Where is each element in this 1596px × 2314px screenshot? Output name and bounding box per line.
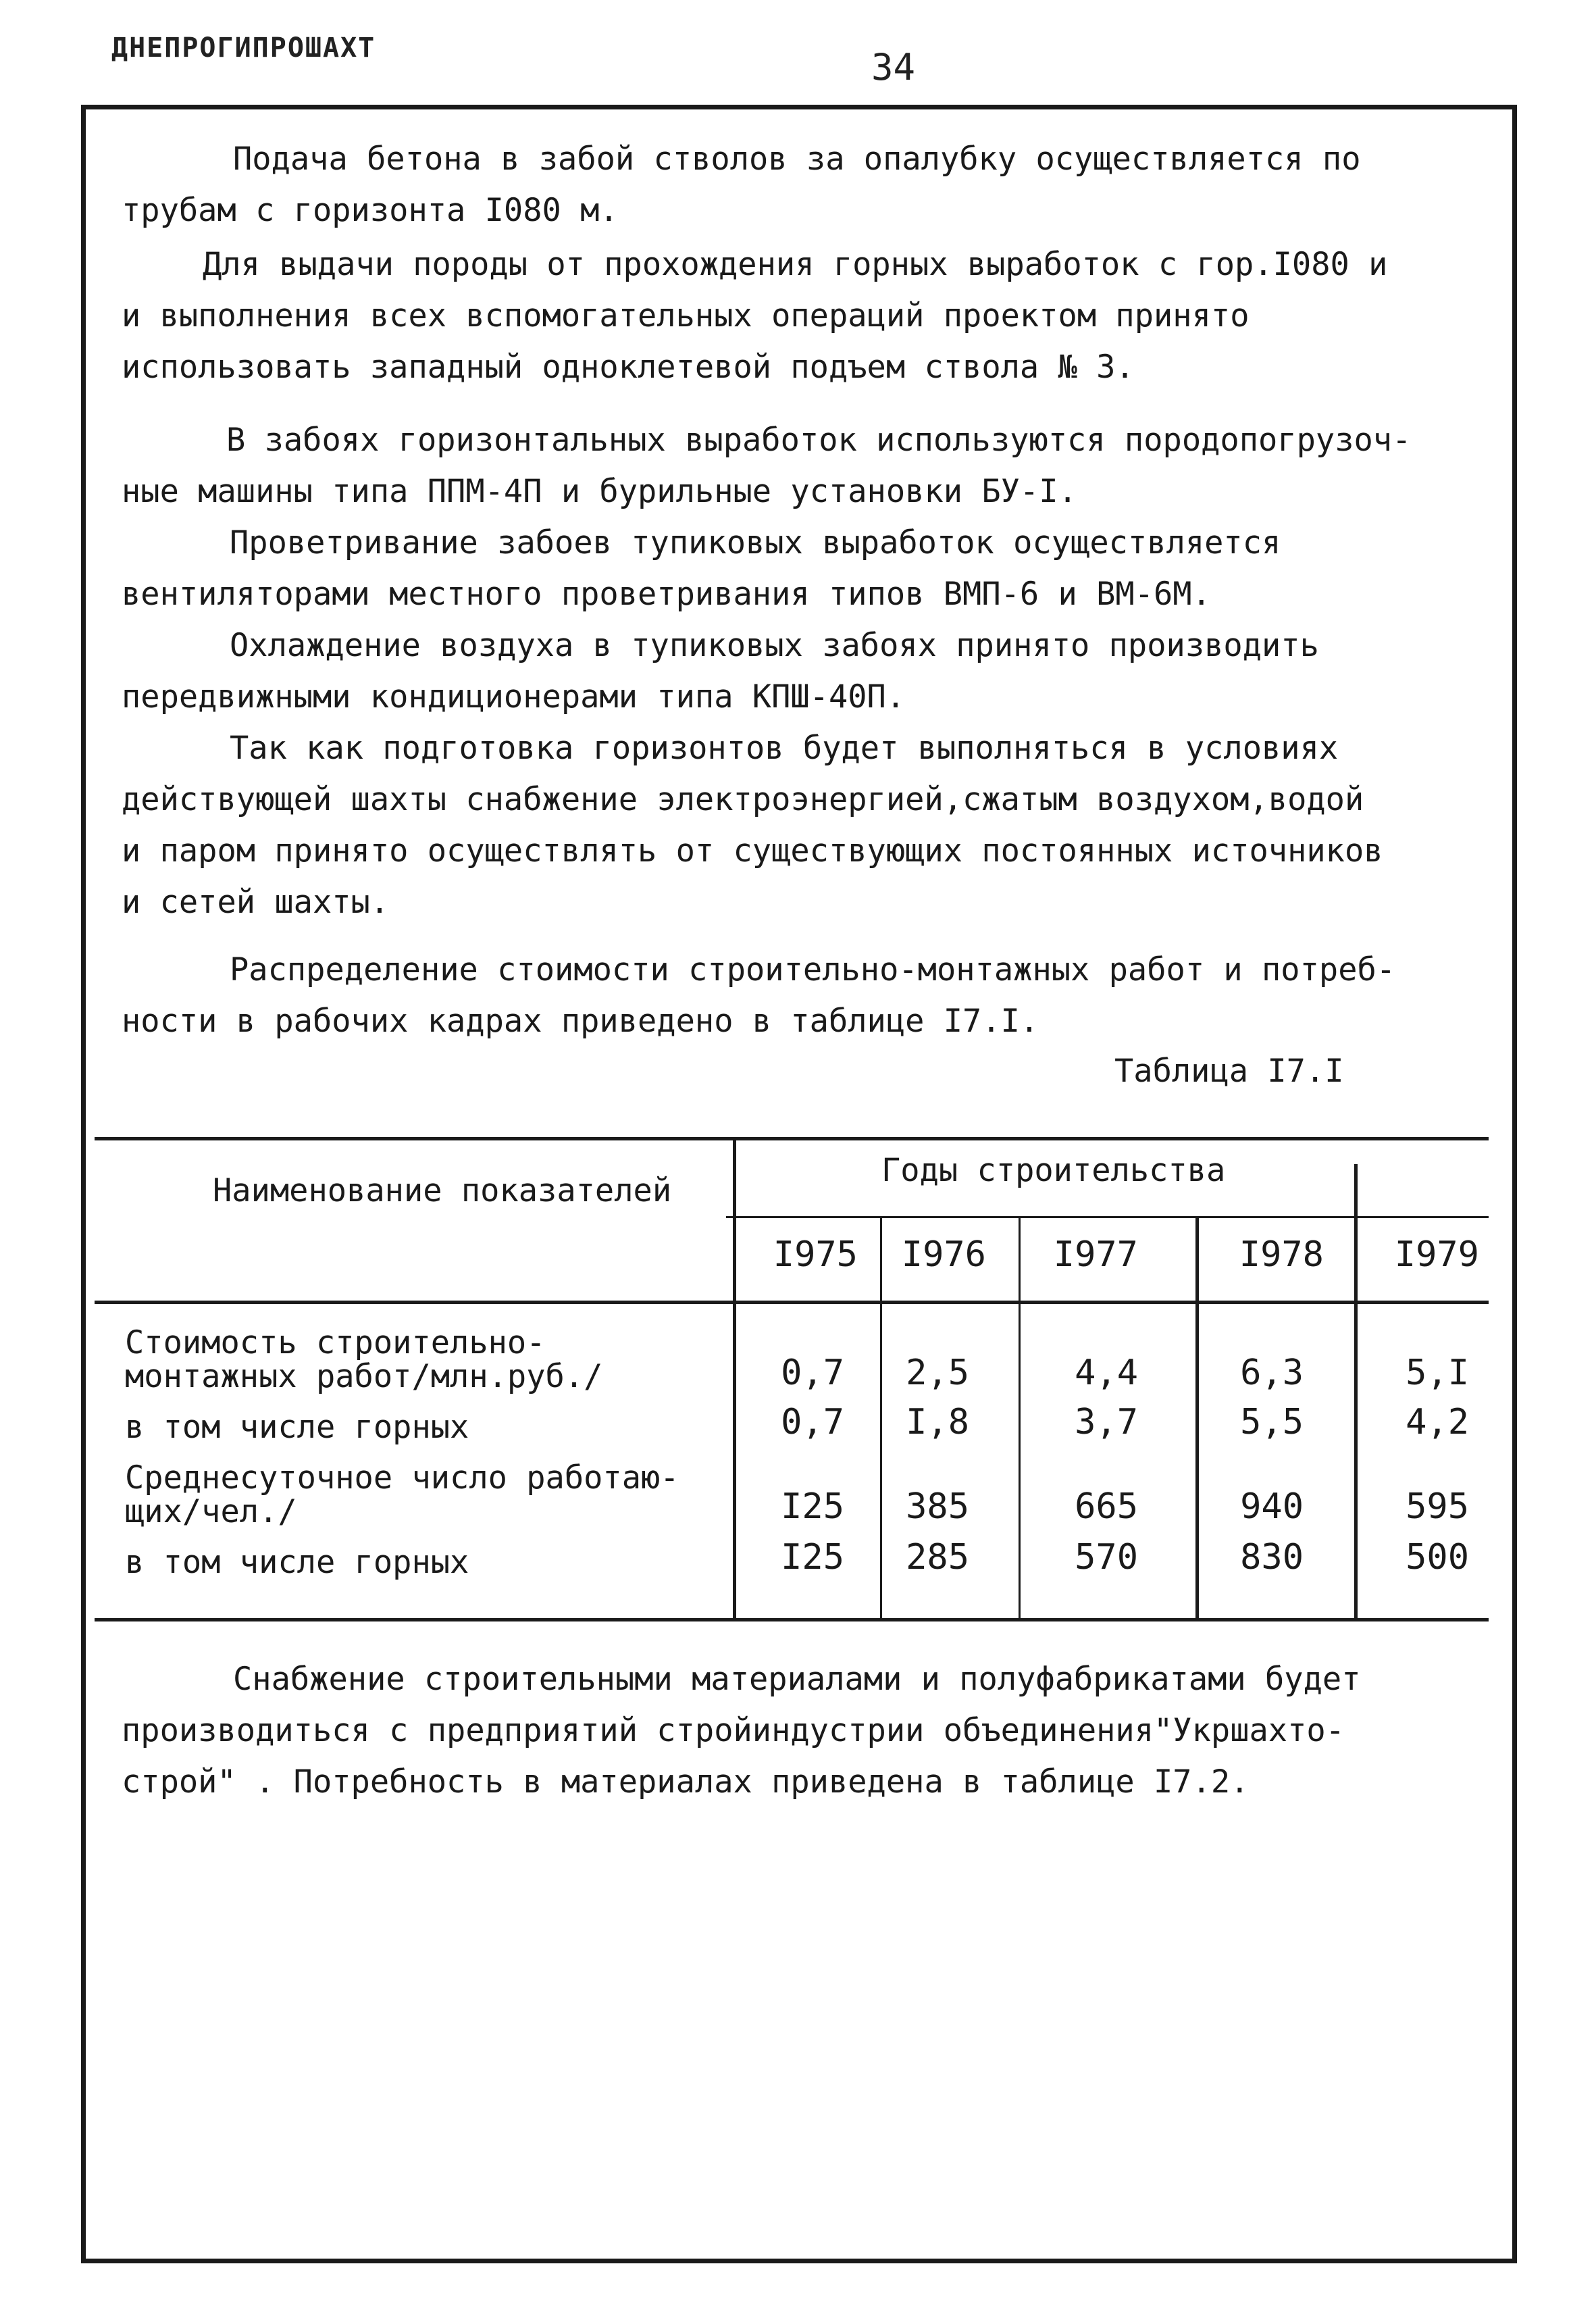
table-cell: 3,7	[1075, 1402, 1138, 1442]
table-cell: 5,5	[1240, 1402, 1304, 1442]
table-cell: 0,7	[781, 1353, 844, 1393]
table-top-rule	[95, 1137, 1489, 1140]
row-label: Среднесуточное число работаю-	[125, 1459, 679, 1496]
table-header-split-rule	[726, 1216, 1489, 1218]
table-caption: Таблица I7.I	[1114, 1053, 1344, 1090]
table-cell: 665	[1075, 1486, 1138, 1527]
text-line: трубам с горизонта I080 м.	[122, 192, 619, 229]
text-line: строй" . Потребность в материалах приведена в таблице I7.2.	[122, 1763, 1250, 1801]
text-line: В забоях горизонтальных выработок используются породопогрузоч-	[226, 422, 1412, 459]
year-cell: I979	[1394, 1234, 1479, 1275]
row-label: Стоимость строительно-	[125, 1324, 546, 1361]
row-label: в том числе горных	[125, 1544, 469, 1581]
table-divider	[1019, 1218, 1021, 1618]
text-line: Снабжение строительными материалами и полуфабрикатами будет	[233, 1661, 1361, 1698]
text-line: Подача бетона в забой стволов за опалубку осуществляется по	[233, 141, 1361, 178]
text-line: Так как подготовка горизонтов будет выполняться в условиях	[230, 730, 1339, 767]
text-line: ные машины типа ППМ-4П и бурильные установки БУ-I.	[122, 473, 1077, 510]
text-line: ности в рабочих кадрах приведено в таблице I7.I.	[122, 1003, 1039, 1040]
text-line: производиться с предприятий стройиндустрии объединения"Укршахто-	[122, 1712, 1345, 1749]
table-header-name: Наименование показателей	[213, 1172, 672, 1209]
text-line: и сетей шахты.	[122, 884, 390, 921]
table-cell: I,8	[906, 1402, 969, 1442]
table-cell: 4,4	[1075, 1353, 1138, 1393]
table-cell: 570	[1075, 1537, 1138, 1578]
table-cell: I25	[781, 1486, 844, 1527]
table-cell: 500	[1406, 1537, 1469, 1578]
row-label: щих/чел./	[125, 1493, 297, 1530]
year-cell: I977	[1053, 1234, 1138, 1275]
table-cell: 2,5	[906, 1353, 969, 1393]
table-bottom-rule	[95, 1618, 1489, 1621]
table-cell: I25	[781, 1537, 844, 1578]
table-cell: 5,I	[1406, 1353, 1469, 1393]
text-line: вентиляторами местного проветривания типов ВМП-6 и ВМ-6М.	[122, 576, 1211, 613]
text-line: и паром принято осуществлять от существующих постоянных источников	[122, 832, 1383, 870]
text-line: передвижными кондиционерами типа КПШ-40П.	[122, 678, 906, 715]
table-divider	[880, 1218, 882, 1618]
table-header-years: Годы строительства	[881, 1152, 1226, 1189]
table-cell: 285	[906, 1537, 969, 1578]
text-line: Распределение стоимости строительно-монтажных работ и потреб-	[230, 951, 1396, 988]
text-line: Охлаждение воздуха в тупиковых забоях принято производить	[230, 627, 1319, 664]
row-label: монтажных работ/млн.руб./	[125, 1358, 603, 1395]
year-cell: I978	[1239, 1234, 1324, 1275]
text-line: и выполнения всех вспомогательных операций проектом принято	[122, 297, 1250, 334]
text-line: действующей шахты снабжение электроэнергией,сжатым воздухом,водой	[122, 781, 1364, 818]
table-divider	[733, 1137, 736, 1618]
table-divider	[1195, 1218, 1199, 1618]
year-cell: I975	[773, 1234, 858, 1275]
text-line: Для выдачи породы от прохождения горных выработок с гор.I080 и	[203, 246, 1388, 283]
table-cell: 4,2	[1406, 1402, 1469, 1442]
year-cell: I976	[901, 1234, 986, 1275]
text-line: Проветривание забоев тупиковых выработок осуществляется	[230, 524, 1281, 561]
table-cell: 830	[1240, 1537, 1304, 1578]
page-number: 34	[871, 46, 916, 89]
table-cell: 0,7	[781, 1402, 844, 1442]
table-divider	[1354, 1164, 1358, 1618]
row-label: в том числе горных	[125, 1409, 469, 1446]
table-cell: 940	[1240, 1486, 1304, 1527]
table-header-rule	[95, 1301, 1489, 1304]
table-cell: 6,3	[1240, 1353, 1304, 1393]
table-cell: 385	[906, 1486, 969, 1527]
text-line: использовать западный одноклетевой подъем ствола № 3.	[122, 349, 1135, 386]
organization-header: ДНЕПРОГИПРОШАХТ	[111, 32, 376, 64]
table-cell: 595	[1406, 1486, 1469, 1527]
